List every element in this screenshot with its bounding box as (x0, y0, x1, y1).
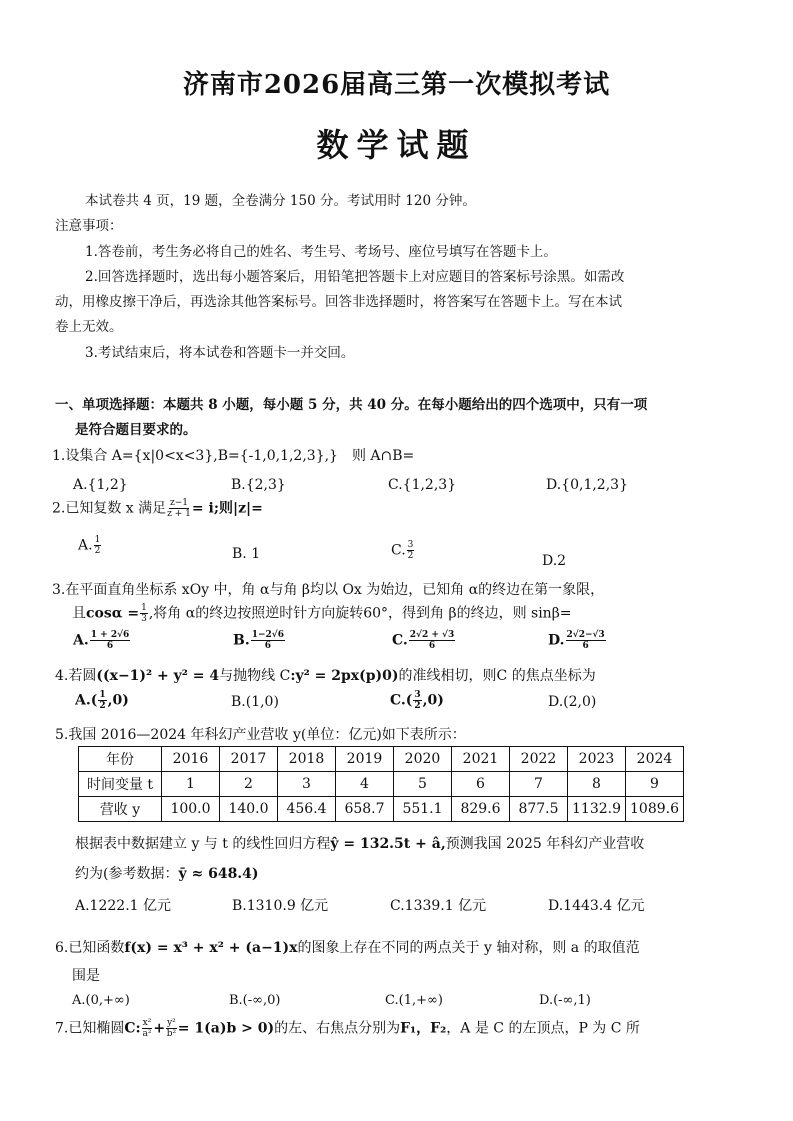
question-1-option-c: C.{1,2,3} (388, 477, 457, 493)
q4-pre: 4.若圆 (55, 668, 97, 684)
fraction-numerator: 1−2√6 (251, 630, 284, 640)
fraction-denominator: 6 (428, 641, 436, 651)
question-5-option-a: A.1222.1 亿元 (75, 898, 171, 914)
question-2-pre: 2.已知复数 x 满足 (52, 500, 167, 517)
q7-equation: = 1(a)b > 0) (177, 1020, 275, 1037)
fraction-denominator: 2 (94, 546, 101, 556)
table-cell: 8 (568, 772, 626, 797)
table-cell: 营收 y (79, 797, 162, 822)
option-fraction (94, 535, 102, 556)
section-1-heading-line-2: 是符合题目要求的。 (75, 422, 197, 438)
table-cell: 3 (278, 772, 336, 797)
table-cell: 140.0 (220, 797, 278, 822)
fraction-numerator: 2√2 + √3 (409, 630, 455, 640)
question-5-stem: 5.我国 2016—2024 年科幻产业营收 y(单位：亿元)如下表所示： (55, 727, 466, 743)
question-3-line-2 (72, 603, 572, 624)
option-tail: ,0 (422, 692, 438, 709)
question-3-option-b (233, 630, 286, 651)
q7-fraction-y (166, 1018, 177, 1039)
question-4-stem (55, 666, 596, 686)
q5-ref-value: ȳ ≈ 648.4) (178, 866, 259, 882)
question-6-option-a: A.(0,+∞) (72, 993, 130, 1008)
table-cell: 2020 (394, 747, 452, 772)
question-6-line-2: 围是 (72, 968, 100, 984)
question-2-stem (52, 498, 263, 519)
option-fraction (409, 630, 455, 651)
fraction-numerator: 3 (407, 540, 414, 550)
question-5-line-2 (75, 834, 644, 854)
q4-circle-equation: ((x−1)² + y² = 4 (96, 668, 220, 684)
option-fraction (98, 690, 106, 711)
table-cell: 2022 (510, 747, 568, 772)
q7-fraction-x (142, 1018, 153, 1039)
table-cell: 年份 (79, 747, 162, 772)
question-3-option-c (392, 630, 456, 651)
question-4-option-b: B.(1,0) (231, 694, 279, 710)
fraction-numerator: x² (142, 1018, 152, 1028)
fraction-numerator: 1 + 2√6 (90, 630, 130, 640)
question-4-option-d: D.(2,0) (548, 694, 597, 710)
q7-pre: 7.已知椭圆 (55, 1020, 125, 1037)
question-6-stem (55, 938, 640, 958)
table-cell: 5 (394, 772, 452, 797)
q6-post: 的图象上存在不同的两点关于 y 轴对称，则 a 的取值范 (297, 940, 640, 956)
option-fraction (407, 540, 415, 561)
table-cell: 2021 (452, 747, 510, 772)
table-cell: 9 (626, 772, 684, 797)
q5-regression-equation: ŷ = 132.5t + â, (330, 836, 446, 852)
question-1-option-a: A.{1,2} (73, 477, 128, 493)
table-row (79, 797, 684, 822)
option-label: C. (391, 542, 406, 559)
q3-cos: cosα = (86, 605, 140, 622)
fraction-denominator: 2 (99, 701, 106, 711)
q5-pre: 根据表中数据建立 y 与 t 的线性回归方程 (75, 836, 331, 852)
question-7-stem (55, 1018, 640, 1039)
option-label: D. (548, 632, 565, 649)
option-label: B. (233, 632, 250, 649)
fraction-denominator: 2 (407, 551, 414, 561)
section-1-heading: 一、单项选择题：本题共 8 小题，每小题 5 分，共 40 分。在每小题给出的四个选项中，只有一项 (55, 397, 648, 413)
fraction-numerator: 1 (141, 603, 147, 613)
notice-item-3: 3.考试结束后，将本试卷和答题卡一并交回。 (85, 345, 355, 361)
q5-ref-pre: 约为(参考数据： (75, 866, 179, 882)
table-row (79, 772, 684, 797)
revenue-table (78, 746, 684, 822)
table-cell: 2017 (220, 747, 278, 772)
table-cell: 7 (510, 772, 568, 797)
fraction-numerator: y² (167, 1018, 176, 1028)
question-6-option-c: C.(1,+∞) (385, 993, 443, 1008)
subject-title: 数学试题 (316, 126, 477, 164)
question-5-option-c: C.1339.1 亿元 (390, 898, 487, 914)
q3-post: ,将角 α的终边按照逆时针方向旋转60°，得到角 β的终边，则 sinβ= (148, 605, 572, 622)
question-1-option-b: B.{2,3} (231, 477, 286, 493)
option-label: A. (78, 537, 93, 554)
notice-item-1: 1.答卷前，考生务必将自己的姓名、考生号、考场号、座位号填写在答题卡上。 (85, 244, 557, 260)
q4-parabola-equation: :y² = 2px(p)0) (290, 668, 399, 684)
notice-item-2-line-2: 动，用橡皮擦干净后，再选涂其他答案标号。回答非选择题时，将答案写在答题卡上。写在本试 (55, 294, 622, 310)
table-cell: 2024 (626, 747, 684, 772)
option-fraction (90, 630, 131, 651)
notice-heading: 注意事项： (55, 218, 123, 234)
fraction-denominator: a² (142, 1029, 152, 1039)
fraction-numerator: 1 (99, 690, 106, 700)
q7-plus: + (153, 1020, 166, 1037)
question-1-option-d: D.{0,1,2,3} (546, 477, 628, 493)
option-label: C. (390, 692, 406, 709)
question-2-option-d: D.2 (542, 553, 567, 569)
question-4-option-c: C.( $\frac{3}{2}$ ,0) (390, 690, 444, 711)
fraction-denominator: z + 1 (167, 509, 191, 519)
question-5-option-b: B.1310.9 亿元 (232, 898, 329, 914)
table-cell: 2018 (278, 747, 336, 772)
q3-fraction (140, 603, 148, 624)
q7-ellipse-label: C: (124, 1020, 141, 1037)
option-label: C. (392, 632, 408, 649)
q3-pre: 且 (72, 605, 86, 622)
q4-mid: 与抛物线 C (219, 668, 291, 684)
question-2-fraction (167, 498, 191, 519)
q7-post: 的左、右焦点分别为 (274, 1020, 401, 1037)
table-cell: 877.5 (510, 797, 568, 822)
question-5-option-d: D.1443.4 亿元 (548, 898, 645, 914)
fraction-denominator: 2 (414, 701, 421, 711)
table-cell: 1089.6 (626, 797, 684, 822)
fraction-denominator: 3 (141, 614, 147, 624)
question-6-option-d: D.(-∞,1) (539, 993, 591, 1008)
table-cell: 4 (336, 772, 394, 797)
table-cell: 100.0 (162, 797, 220, 822)
fraction-denominator: 6 (264, 641, 271, 651)
question-1-stem: 1.设集合 A={x|0<x<3},B={-1,0,1,2,3},} 则 A∩B= (52, 448, 415, 464)
question-3-option-d (548, 630, 607, 651)
table-cell: 2019 (336, 747, 394, 772)
q4-post: 的准线相切，则C 的焦点坐标为 (398, 668, 596, 684)
fraction-denominator: 6 (106, 641, 114, 651)
option-tail: ,0 (107, 692, 123, 709)
q7-tail: ，A 是 C 的左顶点，P 为 C 所 (446, 1020, 640, 1037)
option-fraction (413, 690, 421, 711)
table-row (79, 747, 684, 772)
fraction-numerator: z−1 (170, 498, 189, 508)
option-fraction (251, 630, 285, 651)
notice-item-2-line-1: 2.回答选择题时，选出每小题答案后，用铅笔把答题卡上对应题目的答案标号涂黑。如需改 (85, 269, 625, 285)
question-5-line-3 (75, 864, 259, 884)
question-2-post: = i;则|z|= (191, 500, 263, 517)
table-cell: 2 (220, 772, 278, 797)
question-2-option-b: B. 1 (232, 546, 261, 562)
q7-foci: F₁，F₂ (400, 1020, 447, 1037)
fraction-denominator: 6 (582, 641, 589, 651)
question-2-option-c (391, 540, 415, 561)
option-label: A. (73, 632, 89, 649)
table-cell: 2016 (162, 747, 220, 772)
table-cell: 1 (162, 772, 220, 797)
option-fraction (566, 630, 606, 651)
question-3-option-a (73, 630, 131, 651)
table-cell: 时间变量 t (79, 772, 162, 797)
table-cell: 829.6 (452, 797, 510, 822)
option-label: A. (75, 692, 91, 709)
question-4-option-a: A.( $\frac{1}{2}$ ,0) (75, 690, 129, 711)
notice-item-2-line-3: 卷上无效。 (55, 319, 123, 335)
table-cell: 658.7 (336, 797, 394, 822)
fraction-numerator: 2√2−√3 (566, 630, 605, 640)
table-cell: 6 (452, 772, 510, 797)
table-cell: 551.1 (394, 797, 452, 822)
question-2-option-a (78, 535, 102, 556)
question-3-line-1: 3.在平面直角坐标系 xOy 中，角 α与角 β均以 Ox 为始边，已知角 α的终边在第一象限， (52, 582, 605, 598)
table-cell: 1132.9 (568, 797, 626, 822)
fraction-denominator: b² (166, 1029, 177, 1039)
exam-title: 济南市2026届高三第一次模拟考试 (182, 70, 611, 100)
intro-text: 本试卷共 4 页，19 题，全卷满分 150 分。考试用时 120 分钟。 (85, 193, 476, 209)
q6-pre: 6.已知函数 (55, 940, 125, 956)
q5-post: 预测我国 2025 年科幻产业营收 (445, 836, 645, 852)
fraction-numerator: 3 (414, 690, 421, 700)
table-cell: 2023 (568, 747, 626, 772)
q6-function: f(x) = x³ + x² + (a−1)x (124, 940, 298, 956)
fraction-numerator: 1 (94, 535, 101, 545)
table-cell: 456.4 (278, 797, 336, 822)
question-6-option-b: B.(-∞,0) (229, 993, 281, 1008)
